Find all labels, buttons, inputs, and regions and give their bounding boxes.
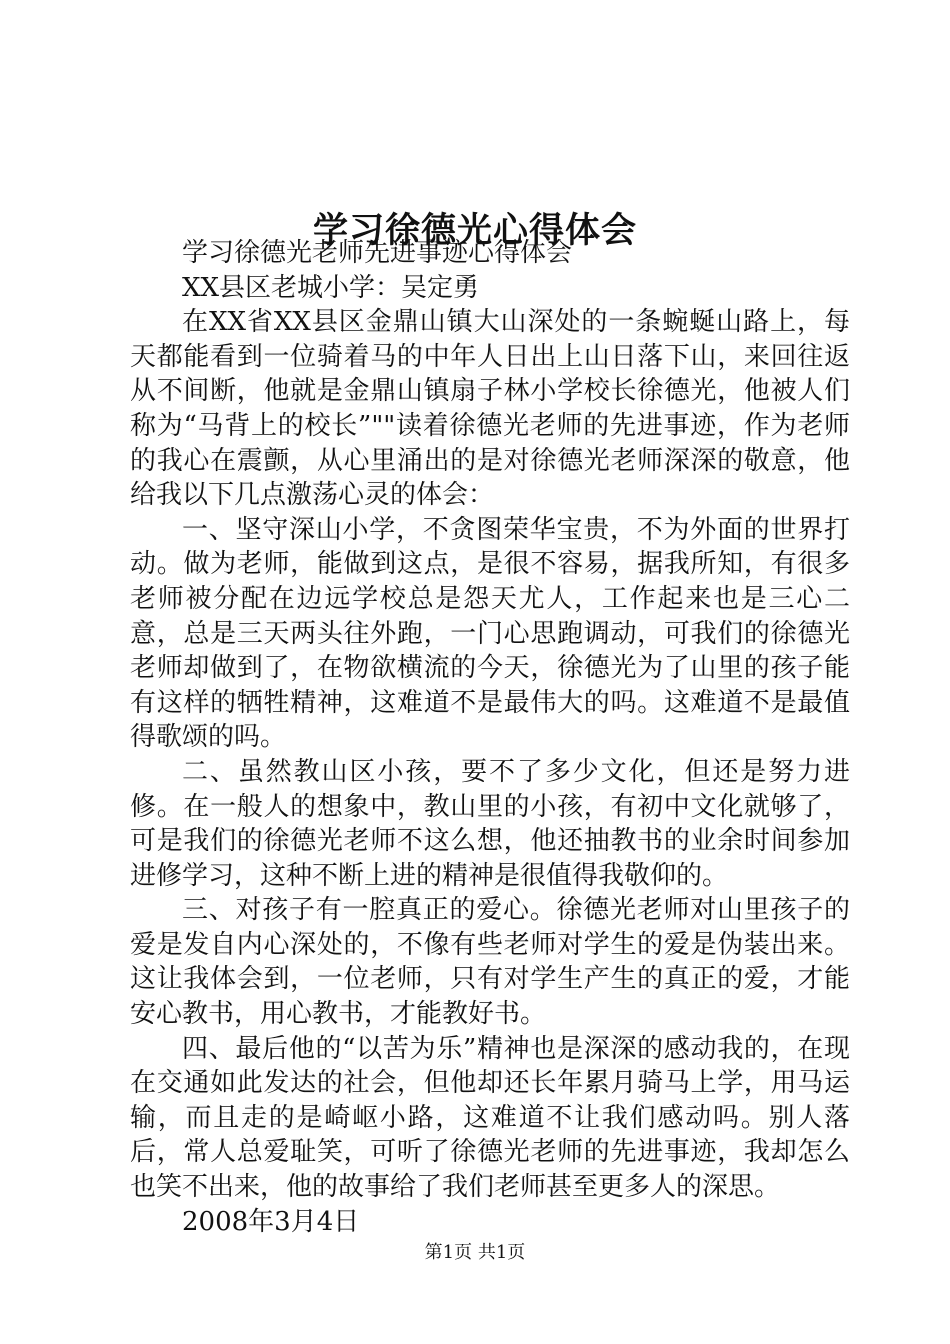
intro-paragraph: 在XX省XX县区金鼎山镇大山深处的一条蜿蜒山路上，每天都能看到一位骑着马的中年人日出上山日落下山，来回往返从不间断，他就是金鼎山镇扇子林小学校长徐德光，他被人们称为“马背上的校长”""读着徐德光老师的先进事迹，作为老师的我心在震颤，从心里涌出的是对徐德光老师深深的敬意，他给我以下几点激荡心灵的体会： <box>130 307 850 511</box>
date-line: 2008年3月4日 <box>182 1206 360 1237</box>
author-line: XX县区老城小学：吴定勇 <box>182 272 480 303</box>
point-one-paragraph: 一、坚守深山小学，不贪图荣华宝贵，不为外面的世界打动。做为老师，能做到这点，是很不容易，据我所知，有很多老师被分配在边远学校总是怨天尤人，工作起来也是三心二意，总是三天两头往外跑，一门心思跑调动，可我们的徐德光老师却做到了，在物欲横流的今天，徐德光为了山里的孩子能有这样的牺牲精神，这难道不是最伟大的吗。这难道不是最值得歌颂的吗。 <box>130 514 850 753</box>
point-four-paragraph: 四、最后他的“以苦为乐”精神也是深深的感动我的，在现在交通如此发达的社会，但他却还长年累月骑马上学，用马运输，而且走的是崎岖小路，这难道不让我们感动吗。别人落后，常人总爱耻笑，可听了徐德光老师的先进事迹，我却怎么也笑不出来，他的故事给了我们老师甚至更多人的深思。 <box>130 1033 850 1203</box>
subtitle-paragraph: 学习徐德光老师先进事迹心得体会 <box>182 238 573 268</box>
point-two-paragraph: 二、虽然教山区小孩，要不了多少文化，但还是努力进修。在一般人的想象中，教山里的小孩，有初中文化就够了，可是我们的徐德光老师不这么想，他还抽教书的业余时间参加进修学习，这种不断上进的精神是很值得我敬仰的。 <box>130 756 850 891</box>
document-title: 学习徐德光心得体会 <box>312 210 637 252</box>
document-body <box>130 236 850 1239</box>
point-three-paragraph: 三、对孩子有一腔真正的爱心。徐德光老师对山里孩子的爱是发自内心深处的，不像有些老师对学生的爱是伪装出来。这让我体会到，一位老师，只有对学生产生的真正的爱，才能安心教书，用心教书，才能教好书。 <box>130 895 850 1030</box>
page-number-footer: 第1页 共1页 <box>424 1242 526 1263</box>
